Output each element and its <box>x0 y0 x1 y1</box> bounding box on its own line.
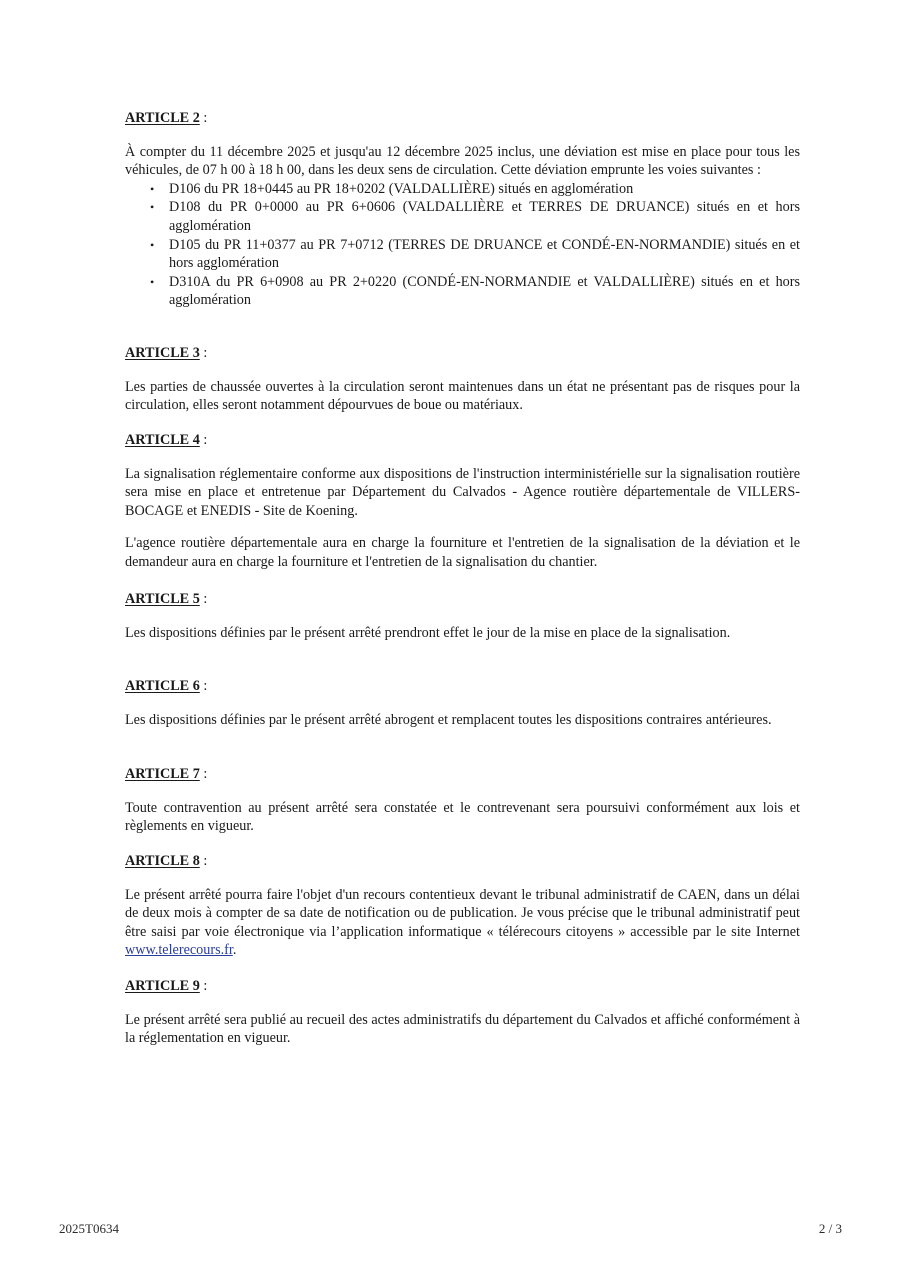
bullet-icon: • <box>150 200 155 215</box>
article-4-title: ARTICLE 4 : <box>125 432 208 448</box>
article-2-title: ARTICLE 2 : <box>125 110 208 126</box>
article-5 <box>125 590 800 642</box>
article-4 <box>125 431 800 572</box>
article-8 <box>125 852 800 960</box>
list-item: • D310A du PR 6+0908 au PR 2+0220 (CONDÉ-EN-NORMANDIE et VALDALLIÈRE) situés en et hors agglomération <box>150 273 800 309</box>
article-6-title: ARTICLE 6 : <box>125 678 208 694</box>
article-5-title: ARTICLE 5 : <box>125 591 208 607</box>
article-2-intro: À compter du 11 décembre 2025 et jusqu'au 12 décembre 2025 inclus, une déviation est mise en place pour tous les véhicules, de 07 h 00 à 18 h 00, dans les deux sens de circulation. Cette déviation emprunte les voies suivantes : <box>125 143 800 179</box>
article-5-text: Les dispositions définies par le présent arrêté prendront effet le jour de la mise en place de la signalisation. <box>125 624 731 641</box>
article-3-title: ARTICLE 3 : <box>125 345 208 361</box>
article-4-text-2: L'agence routière départementale aura en charge la fourniture et l'entretien de la signalisation de la déviation et le demandeur aura en charge la fourniture et l'entretien de la signalisation du chantier. <box>125 535 800 570</box>
article-9-title: ARTICLE 9 : <box>125 978 208 994</box>
article-6-text: Les dispositions définies par le présent arrêté abrogent et remplacent toutes les dispositions contraires antérieures. <box>125 711 772 728</box>
article-8-title: ARTICLE 8 : <box>125 853 208 869</box>
bullet-icon: • <box>150 237 155 252</box>
article-6 <box>125 677 800 729</box>
document-reference: 2025T0634 <box>59 1221 119 1236</box>
article-4-text-1: La signalisation réglementaire conforme aux dispositions de l'instruction interministérielle sur la signalisation routière sera mise en place et entretenue par Département du Calvados - Agence routière départementale de VILLERS-BOCAGE et ENEDIS - Site de Koening. <box>125 465 800 519</box>
bullet-icon: • <box>150 274 155 289</box>
deviation-route-list <box>125 180 800 310</box>
telerecours-link[interactable]: www.telerecours.fr <box>125 942 233 959</box>
page-number: 2 / 3 <box>818 1221 842 1236</box>
list-item: • D106 du PR 18+0445 au PR 18+0202 (VALDALLIÈRE) situés en agglomération <box>150 180 634 197</box>
article-2 <box>125 109 800 310</box>
list-item: • D105 du PR 11+0377 au PR 7+0712 (TERRES DE DRUANCE et CONDÉ-EN-NORMANDIE) situés en et hors agglomération <box>150 236 800 272</box>
article-3-text: Les parties de chaussée ouvertes à la circulation seront maintenues dans un état ne présentant pas de risques pour la circulation, elles seront notamment dépourvues de boue ou matériaux. <box>125 378 800 414</box>
article-8-text: Le présent arrêté pourra faire l'objet d'un recours contentieux devant le tribunal administratif de CAEN, dans un délai de deux mois à compter de sa date de notification ou de publication. Je vous précise que le tribunal administratif peut être saisi par voie électronique via l’application informatique « télérecours citoyens » accessible par le site Internet www.telerecours.fr. <box>125 886 800 959</box>
article-7-title: ARTICLE 7 : <box>125 766 208 782</box>
list-item: • D108 du PR 0+0000 au PR 6+0606 (VALDALLIÈRE et TERRES DE DRUANCE) situés en et hors agglomération <box>150 199 800 234</box>
article-7-text: Toute contravention au présent arrêté sera constatée et le contrevenant sera poursuivi conformément aux lois et règlements en vigueur. <box>125 799 800 835</box>
article-9 <box>125 977 800 1048</box>
article-3 <box>125 344 800 415</box>
bullet-icon: • <box>150 181 155 196</box>
article-9-text: Le présent arrêté sera publié au recueil des actes administratifs du département du Calvados et affiché conformément à la réglementation en vigueur. <box>125 1011 800 1047</box>
article-7 <box>125 765 800 836</box>
